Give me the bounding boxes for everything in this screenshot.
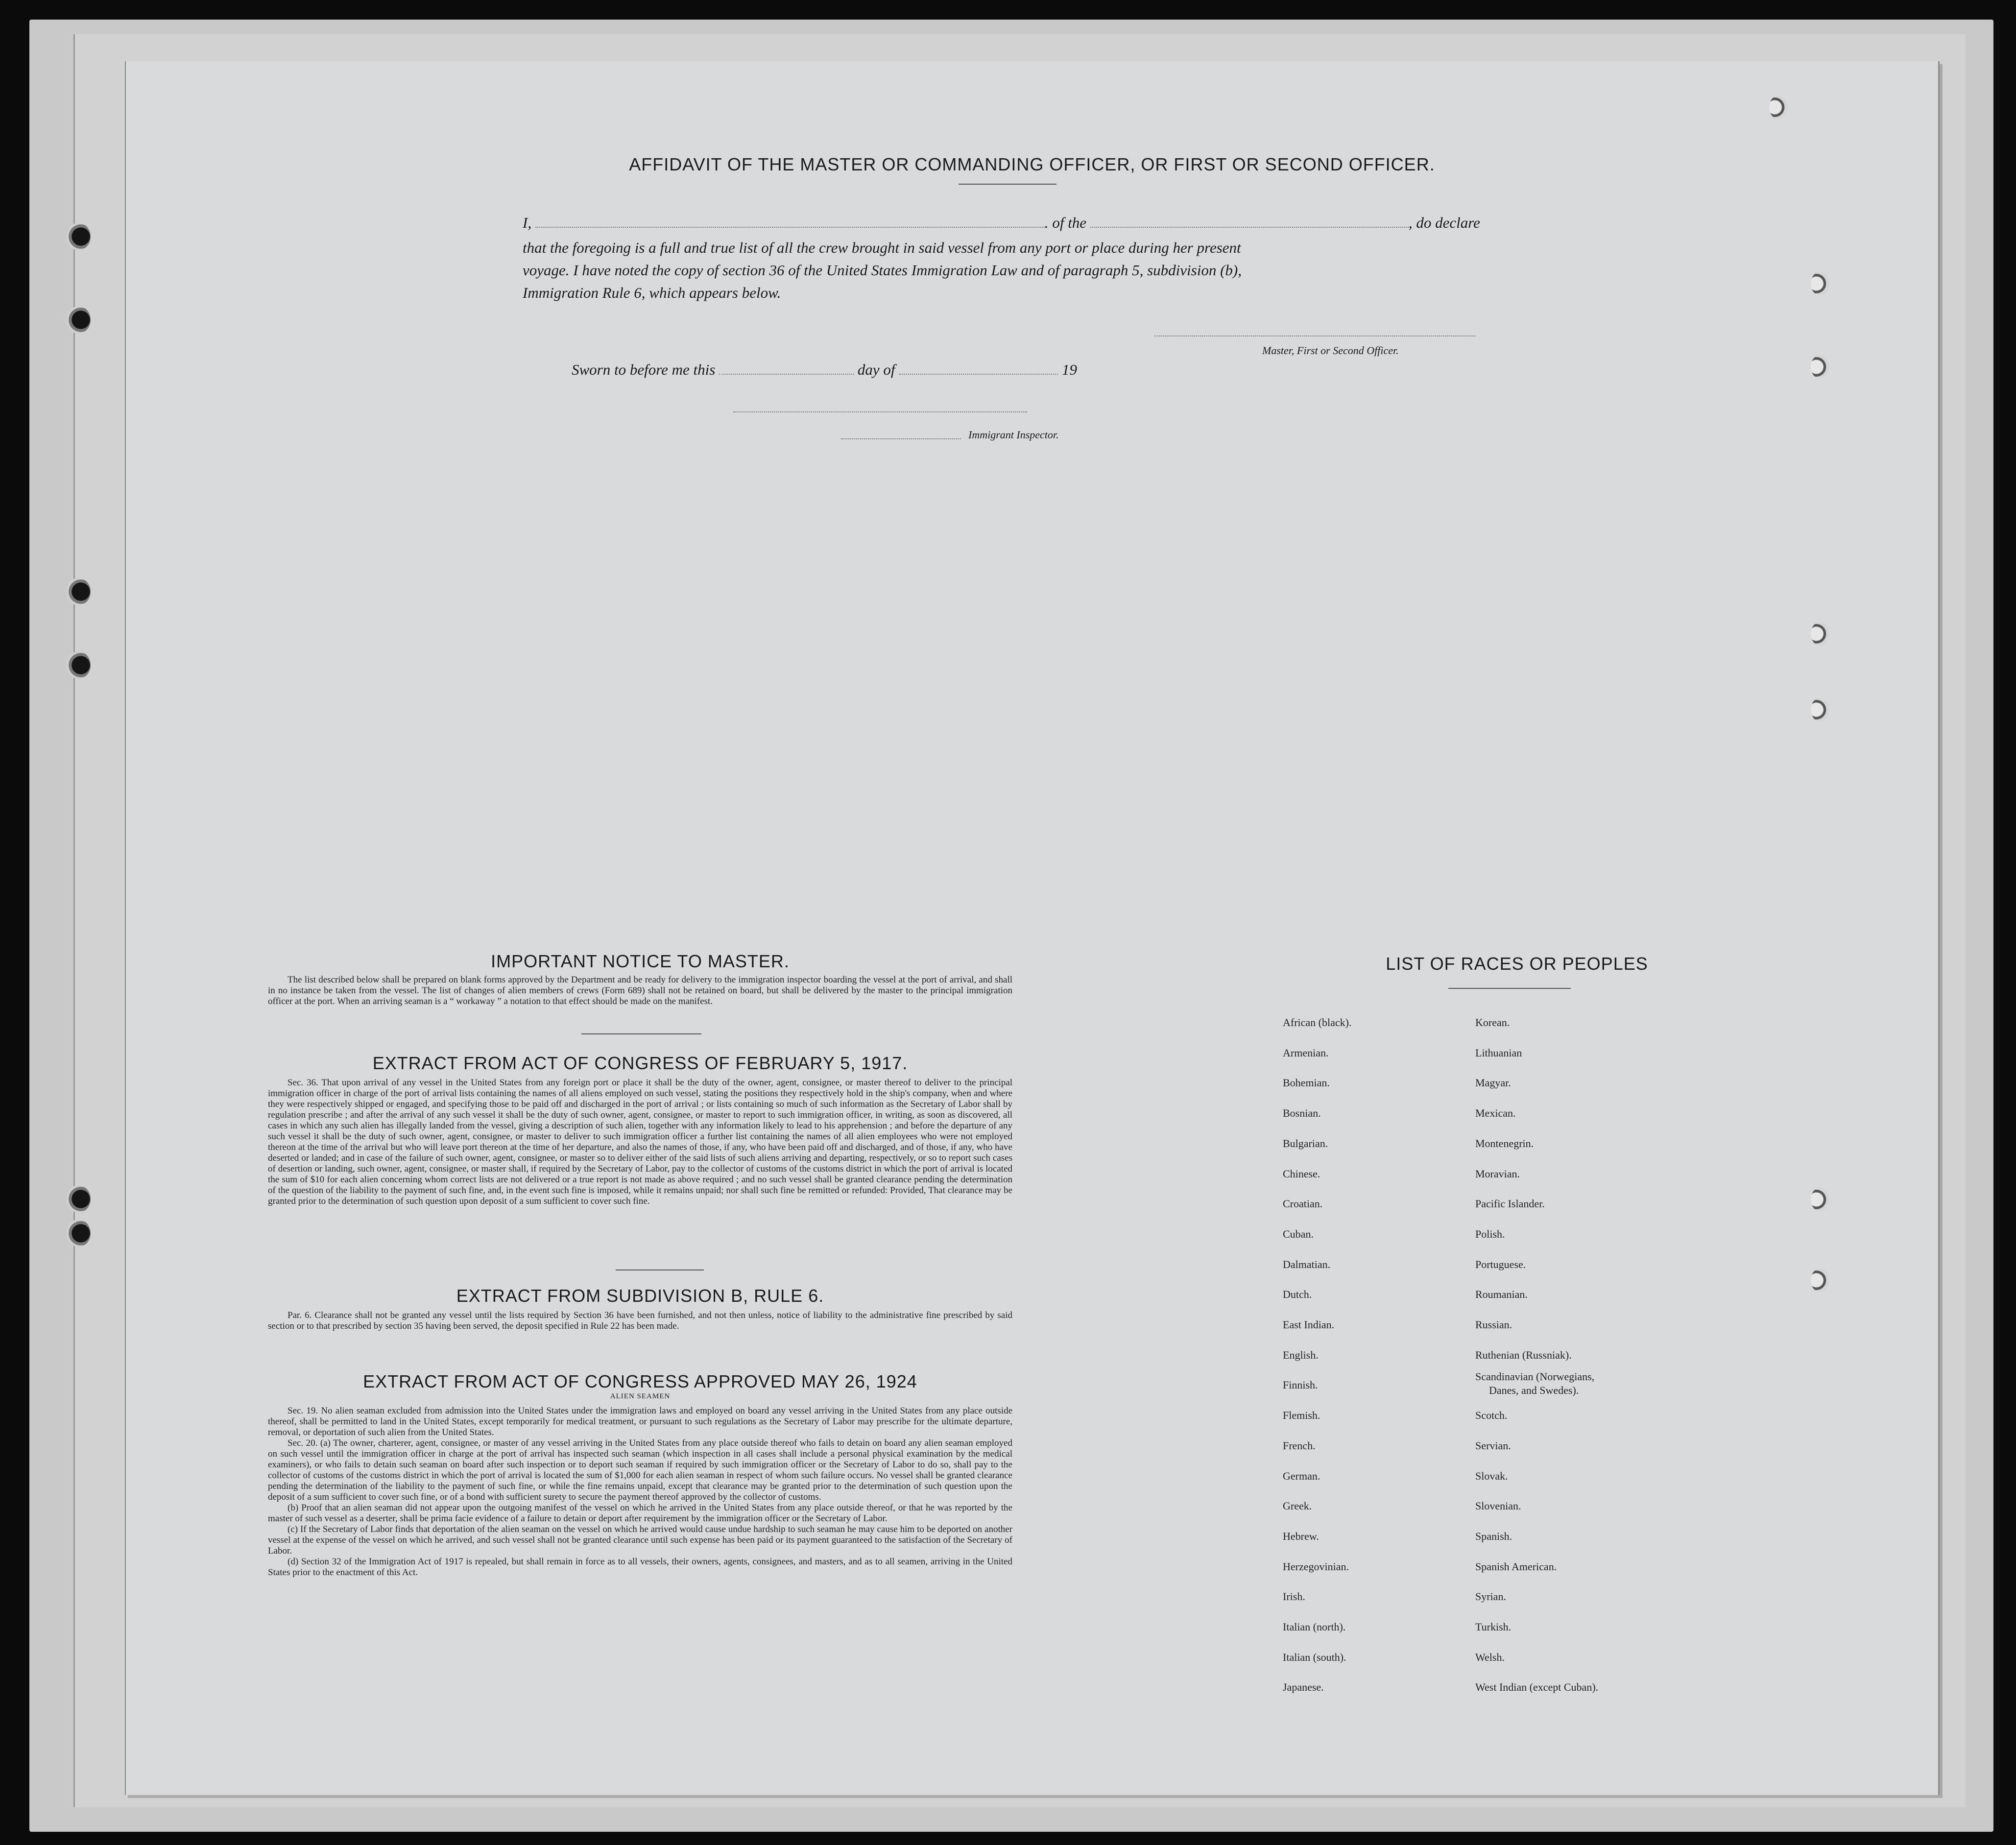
punch-hole <box>1811 355 1829 379</box>
statement-line: that the foregoing is a full and true list of all the crew brought in said vessel from any port or place during her present <box>523 239 1241 256</box>
race-item: Italian (south). <box>1283 1651 1346 1663</box>
inspector-label: Immigrant Inspector. <box>968 429 1059 441</box>
vessel-blank <box>1090 227 1409 228</box>
extract-1924-title: EXTRACT FROM ACT OF CONGRESS APPROVED MAY 26, 1924 <box>363 1371 917 1391</box>
sworn-line <box>572 361 1077 379</box>
race-item: Greek. <box>1283 1500 1312 1512</box>
extract-1924-subtitle: ALIEN SEAMEN <box>610 1392 671 1400</box>
declarant-line <box>523 214 1622 232</box>
race-item: Hebrew. <box>1283 1530 1319 1542</box>
race-item: African (black). <box>1283 1016 1352 1029</box>
section-rule <box>581 1033 701 1034</box>
race-item: Servian. <box>1475 1439 1511 1452</box>
punch-hole <box>66 1185 91 1213</box>
notice-title: IMPORTANT NOTICE TO MASTER. <box>491 951 790 971</box>
race-item: Bohemian. <box>1283 1077 1330 1089</box>
extract-rule6-title: EXTRACT FROM SUBDIVISION B, RULE 6. <box>456 1286 824 1306</box>
punch-hole <box>66 578 91 605</box>
race-item: Dutch. <box>1283 1288 1312 1301</box>
form-page <box>125 61 1940 1795</box>
race-item-continuation: Danes, and Swedes). <box>1489 1384 1579 1397</box>
race-item: Irish. <box>1283 1590 1305 1603</box>
punch-hole <box>66 306 91 334</box>
year-prefix: 19 <box>1061 361 1077 378</box>
race-item: Scotch. <box>1475 1409 1508 1422</box>
race-item: Magyar. <box>1475 1077 1511 1089</box>
punch-hole <box>1811 1188 1829 1211</box>
race-item: English. <box>1283 1348 1319 1361</box>
i-label: I, <box>523 214 532 231</box>
race-item: Polish. <box>1475 1227 1505 1240</box>
day-blank <box>719 374 854 375</box>
race-item-line: Scandinavian (Norwegians, <box>1475 1370 1595 1383</box>
race-item <box>1475 1370 1598 1400</box>
race-item: Ruthenian (Russniak). <box>1475 1348 1572 1361</box>
of-the-label: . of the <box>1044 214 1087 231</box>
race-item: Montenegrin. <box>1475 1137 1534 1150</box>
race-item: Chinese. <box>1283 1167 1320 1180</box>
race-item: Pacific Islander. <box>1475 1198 1545 1210</box>
punch-hole <box>1769 96 1788 119</box>
race-item: Moravian. <box>1475 1167 1520 1180</box>
punch-hole <box>1811 698 1829 721</box>
affidavit-title: AFFIDAVIT OF THE MASTER OR COMMANDING OFFICER, OR FIRST OR SECOND OFFICER. <box>629 154 1435 174</box>
extract-rule6-text: Par. 6. Clearance shall not be granted any vessel until the lists required by Section 36 have been furnished, and not then unless, notice of liability to the administrative fine prescribed by said section or to that prescribed by section 35 having been served, the deposit specified in Rule 22 has been made. <box>268 1310 1012 1331</box>
race-item: Lithuanian <box>1475 1046 1522 1059</box>
race-item: East Indian. <box>1283 1318 1335 1331</box>
race-item: Korean. <box>1475 1016 1510 1029</box>
race-item: French. <box>1283 1439 1316 1452</box>
master-signature-line <box>1154 335 1475 336</box>
race-item: Mexican. <box>1475 1107 1516 1120</box>
races-column-1 <box>1283 1007 1351 1702</box>
race-item: Japanese. <box>1283 1681 1324 1694</box>
race-item: Bulgarian. <box>1283 1137 1328 1150</box>
extract-1924-text <box>268 1406 1012 1578</box>
day-of-label: day of <box>857 361 895 378</box>
race-item: Spanish. <box>1475 1530 1512 1542</box>
race-item: German. <box>1283 1469 1320 1482</box>
extract-paragraph: Sec. 19. No alien seaman excluded from admission into the United States under the immigration laws and employed on board any vessel arriving in the United States from any place outside thereof, shall be permitted to land in the United States, except temporarily for medical treatment, or pursuant to such regulations as the Secretary of Labor may prescribe for the ultimate departure, removal, or deportation of such alien from the United States. <box>268 1406 1012 1438</box>
race-item: Cuban. <box>1283 1227 1314 1240</box>
race-item: Dalmatian. <box>1283 1258 1331 1270</box>
race-item: Slovak. <box>1475 1469 1508 1482</box>
race-item: Portuguese. <box>1475 1258 1526 1270</box>
punch-hole <box>1811 1269 1829 1292</box>
races-title: LIST OF RACES OR PEOPLES <box>1386 954 1648 974</box>
race-item: Herzegovinian. <box>1283 1560 1349 1573</box>
statement-line: voyage. I have noted the copy of section 36 of the United States Immigration Law and of paragraph 5, subdivision (b), <box>523 262 1242 279</box>
race-item: Turkish. <box>1475 1621 1512 1633</box>
extract-1917-text: Sec. 36. That upon arrival of any vessel in the United States from any foreign port or place it shall be the duty of the owner, agent, consignee, or master thereof to deliver to the principal immigration officer in charge of the port of arrival lists containing the names of all aliens employed on such vessel, stating the positions they respectively hold in the ship's company, when and where they were respectively shipped or engaged, and specifying those to be paid off and discharged in the port of arrival ; or lists containing so much of such information as the Secretary of Labor shall by regulation prescribe ; and after the arrival of any such vessel it shall be the duty of such owner, agent, consignee, or master to report to such immigration officer, in writing, as soon as discovered, all cases in which any such alien has illegally landed from the vessel, giving a description of such alien, together with any information likely to lead to his apprehension ; and before the departure of any such vessel it shall be the duty of such owner, agent, consignee, or master to deliver to such immigration officer a further list containing the names of all alien employees who were not employed thereon at the time of the arrival but who will leave port thereon at the time of her departure, and also the names of those, if any, who have been paid off and discharged, and of those, if any, who have deserted or landed; and in case of the failure of such owner, agent, consignee, or master so to deliver either of the said lists of such aliens arriving and departing, respectively, or so to report such cases of desertion or landing, such owner, agent, consignee, or master shall, if required by the Secretary of Labor, pay to the collector of customs of the customs district in which the port of arrival is located the sum of $10 for each alien concerning whom correct lists are not delivered or a true report is not made as above required ; and no such vessel shall be granted clearance pending the determination of the question of the liability to the payment of such fine, and, in the event such fine is imposed, while it remains unpaid; nor shall such fine be remitted or refunded: Provided, That clearance may be granted prior to the determination of such question upon deposit of a sum sufficient to cover such fine. <box>268 1078 1012 1206</box>
race-item: Roumanian. <box>1475 1288 1528 1301</box>
races-rule <box>1448 988 1571 989</box>
race-item: Bosnian. <box>1283 1107 1321 1120</box>
race-item: Croatian. <box>1283 1198 1323 1210</box>
race-item: Welsh. <box>1475 1651 1505 1663</box>
races-column-2 <box>1475 1007 1598 1702</box>
extract-paragraph: (b) Proof that an alien seaman did not appear upon the outgoing manifest of the vessel on which he arrived in the United States from any place outside thereof, or that he was reported by the master of such vessel as a deserter, shall be prima facie evidence of a failure to detain or deport after requirement by the immigration officer or the Secretary of Labor. <box>268 1503 1012 1524</box>
inspector-short-line <box>841 438 961 439</box>
race-item: Russian. <box>1475 1318 1512 1331</box>
race-item: Slovenian. <box>1475 1500 1521 1512</box>
punch-hole <box>66 651 91 679</box>
notice-text: The list described below shall be prepared on blank forms approved by the Department and be ready for delivery to the immigration inspector boarding the vessel at the port of arrival, and shall in no instance be taken from the vessel. The list of changes of alien members of crews (Form 689) shall not be retained on board, but shall be delivered by the master to the principal immigration officer at the port. When an arriving seaman is a “ workaway ” a notation to that effect should be made on the manifest. <box>268 975 1012 1006</box>
race-item: West Indian (except Cuban). <box>1475 1681 1599 1694</box>
master-signature-label: Master, First or Second Officer. <box>1262 344 1399 357</box>
extract-paragraph: Sec. 20. (a) The owner, charterer, agent, consignee, or master of any vessel arriving in the United States from any place outside thereof who fails to detain on board any alien seaman employed on such vessel until the immigration officer in charge at the port of arrival has inspected such seaman (which inspection in all cases shall include a personal physical examination by the medical examiners), or who fails to detain such seaman on board after such inspection or to deport such seaman if required by such immigration officer or the Secretary of Labor to do so, shall pay to the collector of customs of the customs district in which the port of arrival is located the sum of $1,000 for each alien seaman in respect of whom such failure occurs. No vessel shall be granted clearance pending the determination of the liability to the payment of such fine, or while the fine remains unpaid, except that clearance may be granted prior to the determination of such question upon the deposit of a sum sufficient to cover such fine, or of a bond with sufficient surety to secure the payment thereof approved by the collector of customs. <box>268 1438 1012 1502</box>
inspector-signature-line <box>733 411 1027 412</box>
sworn-label: Sworn to before me this <box>572 361 716 378</box>
month-blank <box>899 374 1058 375</box>
name-blank <box>535 227 1045 228</box>
punch-hole <box>1811 272 1829 295</box>
statement-line: Immigration Rule 6, which appears below. <box>523 284 781 301</box>
race-item: Spanish American. <box>1475 1560 1557 1573</box>
punch-hole <box>1811 622 1829 646</box>
punch-hole <box>66 223 91 250</box>
race-item: Italian (north). <box>1283 1621 1346 1633</box>
title-rule <box>959 184 1056 185</box>
race-item: Flemish. <box>1283 1409 1320 1422</box>
do-declare-label: , do declare <box>1408 214 1480 231</box>
affidavit-statement <box>523 237 1622 304</box>
race-item: Armenian. <box>1283 1046 1329 1059</box>
extract-paragraph: (c) If the Secretary of Labor finds that deportation of the alien seaman on the vessel on which he arrived would cause undue hardship to such seaman he may cause him to be deported on another vessel at the expense of the vessel on which he arrived, and such vessel shall not be granted clearance until such expense has been paid or its payment guaranteed to the satisfaction of the Secretary of Labor. <box>268 1524 1012 1556</box>
extract-paragraph: (d) Section 32 of the Immigration Act of 1917 is repealed, but shall remain in force as to all vessels, their owners, agents, consignees, and masters, and as to all seamen, arriving in the United States prior to the enactment of this Act. <box>268 1557 1012 1578</box>
race-item: Finnish. <box>1283 1379 1318 1391</box>
extract-1917-title: EXTRACT FROM ACT OF CONGRESS OF FEBRUARY 5, 1917. <box>372 1053 908 1073</box>
race-item: Syrian. <box>1475 1590 1506 1603</box>
punch-hole <box>66 1220 91 1247</box>
